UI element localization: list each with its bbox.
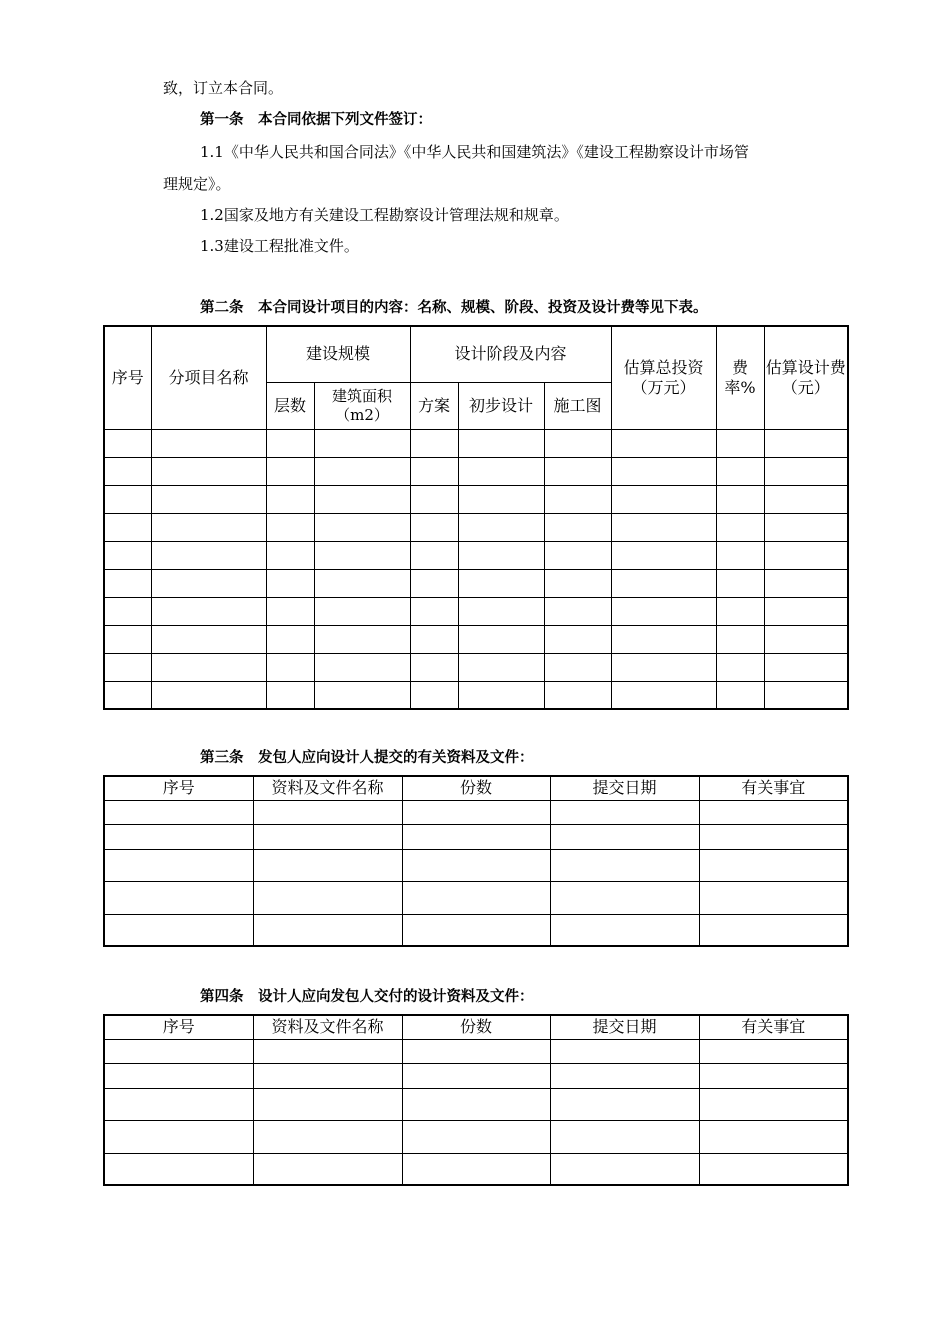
article3-title: 第三条 发包人应向设计人提交的有关资料及文件： (200, 750, 534, 766)
table-row (104, 914, 848, 946)
header-seq: 序号 (104, 776, 253, 800)
table-row (104, 1120, 848, 1153)
header-investment: 估算总投资（万元） (611, 326, 716, 429)
header-copies: 份数 (402, 776, 550, 800)
article2-title: 第二条 本合同设计项目的内容：名称、规模、阶段、投资及设计费等见下表。 (200, 300, 708, 316)
intro-line: 致，订立本合同。 (163, 79, 284, 97)
table-row (104, 800, 848, 824)
table-row (104, 1088, 848, 1120)
header-notes: 有关事宜 (699, 776, 848, 800)
header-notes: 有关事宜 (699, 1015, 848, 1039)
table-row (104, 881, 848, 914)
table-row (104, 569, 848, 597)
header-doc-name: 资料及文件名称 (253, 776, 402, 800)
header-date: 提交日期 (550, 776, 699, 800)
header-seq: 序号 (104, 1015, 253, 1039)
table-row (104, 513, 848, 541)
table-row (104, 541, 848, 569)
header-doc-name: 资料及文件名称 (253, 1015, 402, 1039)
client-documents-table (103, 775, 849, 947)
table-row (104, 1039, 848, 1063)
header-stage: 设计阶段及内容 (410, 326, 611, 382)
table-row (104, 597, 848, 625)
header-scale: 建设规模 (266, 326, 410, 382)
table-row (104, 625, 848, 653)
header-preliminary: 初步设计 (458, 382, 544, 429)
header-construction: 施工图 (544, 382, 611, 429)
header-area: 建筑面积（m2） (314, 382, 410, 429)
table-row (104, 429, 848, 457)
design-items-table (103, 325, 849, 710)
header-scheme: 方案 (410, 382, 458, 429)
article1-item1-cont: 理规定》。 (163, 175, 231, 193)
table-row (104, 824, 848, 849)
article1-title: 第一条 本合同依据下列文件签订： (200, 112, 432, 128)
article1-item3: 1.3建设工程批准文件。 (200, 237, 359, 255)
header-copies: 份数 (402, 1015, 550, 1039)
table-row (104, 485, 848, 513)
header-floors: 层数 (266, 382, 314, 429)
header-fee: 估算设计费（元） (764, 326, 848, 429)
table-row (104, 849, 848, 881)
designer-deliverables-table (103, 1014, 849, 1186)
table-row (104, 1063, 848, 1088)
header-name: 分项目名称 (151, 326, 266, 429)
table-row (104, 653, 848, 681)
header-date: 提交日期 (550, 1015, 699, 1039)
article4-title: 第四条 设计人应向发包人交付的设计资料及文件： (200, 989, 534, 1005)
table-row (104, 457, 848, 485)
header-rate: 费率% (716, 326, 764, 429)
table-row (104, 681, 848, 709)
article1-item2: 1.2国家及地方有关建设工程勘察设计管理法规和规章。 (200, 206, 569, 224)
article1-item1: 1.1《中华人民共和国合同法》《中华人民共和国建筑法》《建设工程勘察设计市场管 (200, 143, 749, 161)
header-seq: 序号 (104, 326, 151, 429)
table-row (104, 1153, 848, 1185)
